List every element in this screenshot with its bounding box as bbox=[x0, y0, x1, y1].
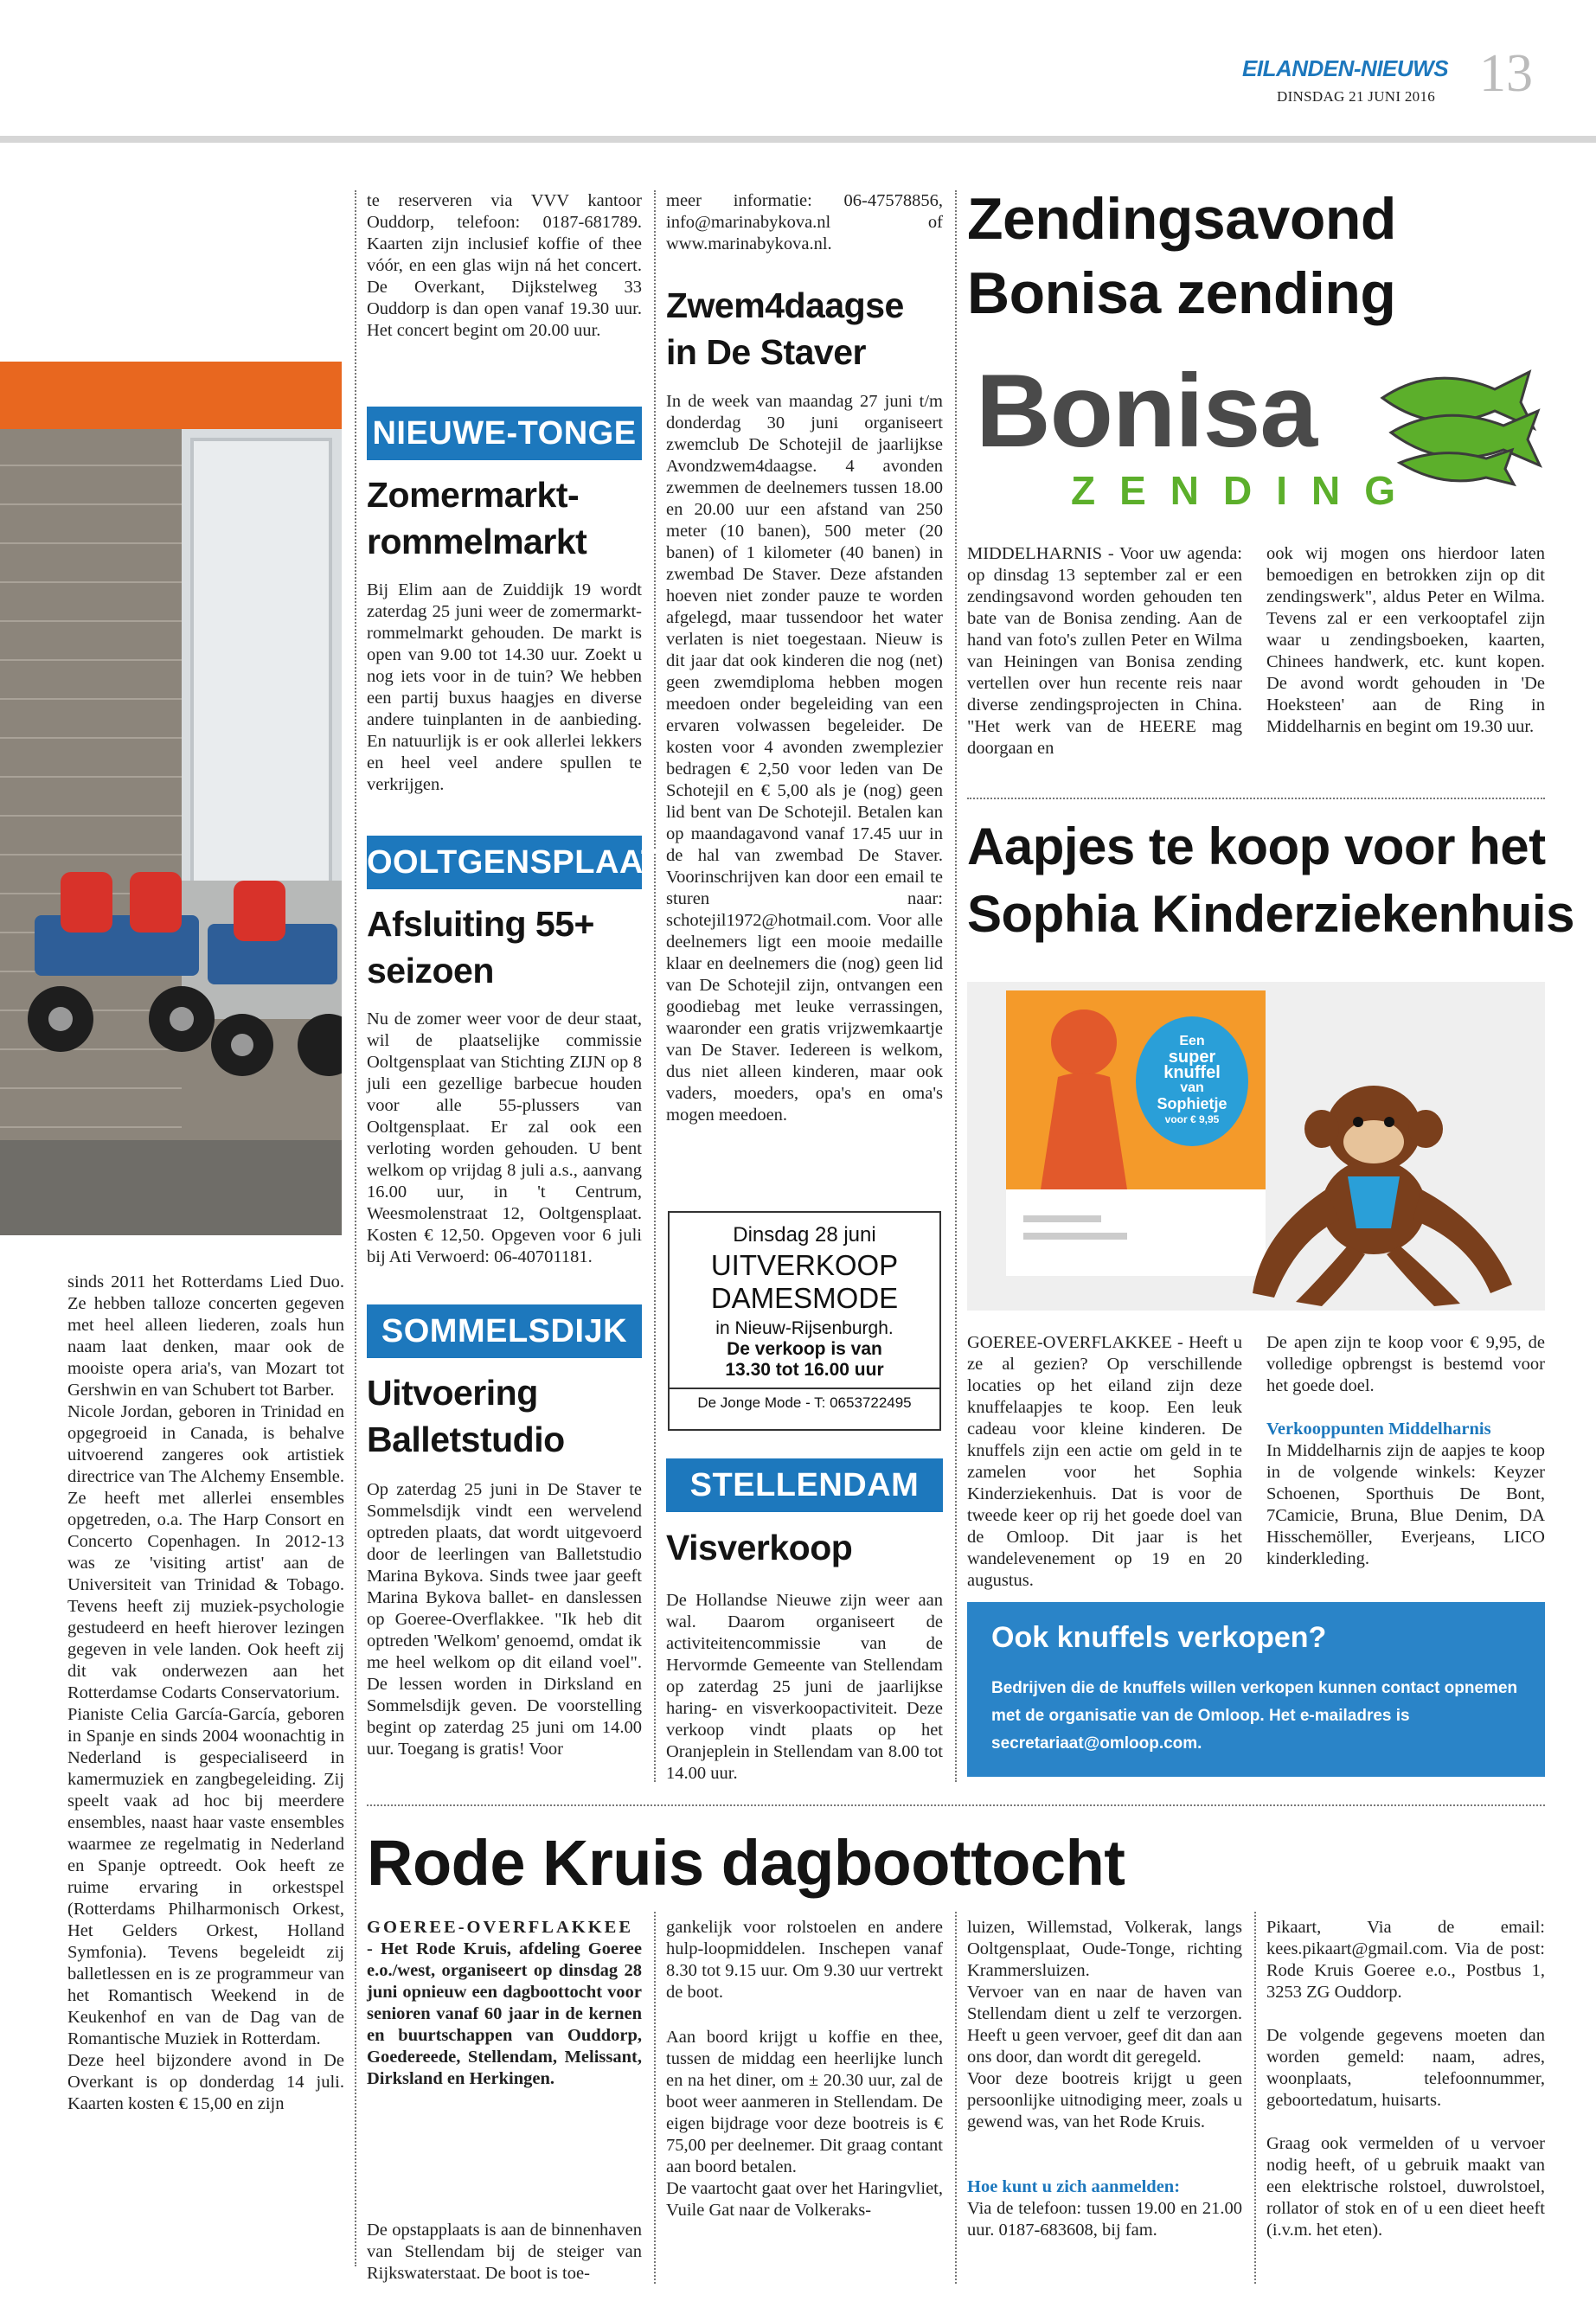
poster-text-6: voor € 9,95 bbox=[1164, 1113, 1220, 1125]
rodekruis-lead-caps: GOEREE-OVERFLAKKEE bbox=[367, 1918, 634, 1937]
banner-ooltgensplaat: OOLTGENSPLAAT bbox=[367, 836, 642, 889]
col3-intro-text: meer informatie: 06-47578856, info@marinabykova.nl of www.marinabykova.nl. bbox=[666, 191, 943, 253]
zending-text-right: ook wij mogen ons hierdoor laten bemoedigen en betrokken zijn op dit zendingswerk", aldus Peter en Wilma. Tevens zal er een verkooptafel zijn waar u zendingsboeken, kaarten, Chinees handwerk, etc. kunt kopen. De avond wordt gehouden in 'De Hoeksteen' aan de Ring in Middelharnis en begint om 19.30 uur. bbox=[1266, 544, 1545, 736]
rodekruis-lead bbox=[367, 1917, 642, 2090]
banner-stellendam: STELLENDAM bbox=[666, 1458, 943, 1512]
masthead-brand: EILANDEN-NIEUWS bbox=[1242, 55, 1449, 81]
rodekruis-col3-text-1: luizen, Willemstad, Volkerak, langs Ooltgensplaat, Oude-Tonge, richting Krammersluizen. Vervoer van en naar de haven van Stellendam dient u zelf te verzorgen. Heeft u geen vervoer, geef dit dan aan ons door, dan wordt dit geregeld. Voor deze bootreis krijgt u geen persoonlijke uitnodiging meer, zoals u gewend was, van het Rode Kruis. bbox=[967, 1918, 1242, 2131]
bonisa-logo bbox=[967, 355, 1555, 519]
headline-balletstudio: Uitvoering Balletstudio bbox=[367, 1373, 565, 1459]
page-number: 13 bbox=[1479, 44, 1533, 103]
poster-text-2: super bbox=[1168, 1048, 1216, 1067]
aanmelden-subhead: Hoe kunt u zich aanmelden: bbox=[967, 2177, 1181, 2196]
bonisa-logo-sub: ZENDING bbox=[1071, 468, 1420, 513]
zending-text-left: MIDDELHARNIS - Voor uw agenda: op dinsdag 13 september zal er een zendingsavond worden gehouden ten bate van de Bonisa zending. Aan de hand van foto's zullen Peter en Wilma van Heiningen van Bonisa zending vertellen over hun recente reis naar diverse zendingsprojecten in China. "Het werk van de HEERE mag doorgaan en bbox=[967, 544, 1242, 758]
rodekruis-col2-text-2: Aan boord krijgt u koffie en thee, tussen de middag een heerlijke lunch en na het diner, om ± 20.30 uur, zal de boot weer aanmeren in Stellendam. De eigen bijdrage voor deze bootreis is € 75,00 per deelnemer. Dit graag contant aan boord betalen. De vaartocht gaat over het Haringvliet, Vuile Gat naar de Volkeraks- bbox=[666, 2028, 943, 2220]
verkooppunten-subhead: Verkooppunten Middelharnis bbox=[1266, 1420, 1491, 1439]
fish-icon bbox=[1374, 363, 1547, 493]
column-rule-3 bbox=[955, 190, 957, 1782]
ad-hours-1: De verkoop is van bbox=[727, 1339, 882, 1359]
rule-above-aapjes bbox=[967, 798, 1545, 799]
issue-date: DINSDAG 21 JUNI 2016 bbox=[1277, 88, 1436, 105]
bonisa-logo-word: Bonisa bbox=[976, 353, 1317, 469]
column-rule-2 bbox=[654, 190, 656, 1782]
headline-zwem4daagse: Zwem4daagse in De Staver bbox=[666, 285, 904, 372]
aapjes-text-right-1: De apen zijn te koop voor € 9,95, de volledige opbrengst is bestemd voor het goede doel. bbox=[1266, 1333, 1545, 1395]
afsluiting-text: Nu de zomer weer voor de deur staat, wil de plaatselijke commissie Ooltgensplaat van Stichting ZIJN op 8 juli een gezellige barbecue houden voor alle 55-plussers van Ooltgensplaat. Er zal ook een verloting worden gehouden. U bent welkom op vrijdag 8 juli a.s., aanvang 16.00 uur, in 't Centrum, Weesmolenstraat 12, Ooltgensplaat. Kosten € 12,50. Opgeven voor 6 juli bij Ati Verwoerd: 06-40701181. bbox=[367, 1009, 642, 1266]
zomermarkt-text: Bij Elim aan de Zuiddijk 19 wordt zaterdag 25 juni weer de zomermarkt-rommelmarkt gehouden. De markt is open van 9.00 tot 14.30 uur. Zoekt u nog iets voor in de tuin? We hebben een partij buxus haagjes en diverse andere tuinplanten in de aanbieding. En natuurlijk is er ook allerlei lekkers en heel veel andere spullen te verkrijgen. bbox=[367, 580, 642, 794]
ad-date: Dinsdag 28 juni bbox=[733, 1223, 876, 1247]
gokart-photo-illustration bbox=[0, 362, 342, 1235]
col2-intro-text: te reserveren via VVV kantoor Ouddorp, telefoon: 0187-681789. Kaarten zijn inclusief koffie of thee vóór, en een glas wijn ná het concert. De Overkant, Dijkstelweg 33 Ouddorp is dan open vanaf 19.30 uur. Het concert begint om 20.00 uur. bbox=[367, 191, 642, 340]
rule-above-rodekruis bbox=[367, 1804, 1545, 1806]
headline-rode-kruis: Rode Kruis dagboottocht bbox=[367, 1827, 1125, 1899]
ad-location: in Nieuw-Rijsenburgh. bbox=[715, 1318, 894, 1338]
aapjes-text-right-2: In Middelharnis zijn de aapjes te koop in de volgende winkels: Keyzer Schoenen, Sporthuis De Bont, 7Camicie, Bruna, Blue Denim, DA Hisschemöller, Everjeans, LICO kinderkleding. bbox=[1266, 1441, 1545, 1568]
photo-knuffel bbox=[967, 982, 1545, 1311]
knuffels-info-text: Bedrijven die de knuffels willen verkopen kunnen contact opnemen met de organisatie van de Omloop. Het e-mailadres is secretariaat@omloop.com. bbox=[991, 1679, 1518, 1753]
headline-zendingsavond: Zendingsavond Bonisa zending bbox=[967, 186, 1396, 326]
col1-article-text: sinds 2011 het Rotterdams Lied Duo. Ze hebben talloze concerten gegeven met heel alleen liederen, zoals hun naam laat denken, maar ook de mooiste opera aria's, van Mozart tot Gershwin en van Schubert tot Barber. Nicole Jordan, geboren in Trinidad en opgegroeid in Canada, is behalve uitvoerend zangeres ook artistiek directrice van The Alchemy Ensemble. Ze heeft met allerlei ensembles opgetreden, o.a. The Harp Consort en Concerto Copenhagen. In 2012-13 was ze 'visiting artist' aan de Universiteit van Trinidad & Tobago. Tevens heeft zij muziek-psychologie gestudeerd en heeft hierover lezingen gegeven in vele landen. Ook heeft zij dit vak onderwezen aan het Rotterdamse Codarts Conservatorium. Pianiste Celia García-García, geboren in Spanje en sinds 2004 woonachtig in Nederland is gespecialiseerd in kamermuziek en zangbegeleiding. Zij speelt vaak ad hoc bij meerdere ensembles, naast haar vaste ensembles waarmee ze regelmatig in Nederland en Spanje optreedt. Ook heeft ze ruime ervaring in orkestspel (Rotterdams Philharmonisch Orkest, Het Gelders Orkest, Holland Symfonia). Tevens begeleidt zij balletlessen en is ze programmeur van het Romantisch Weekend in de Keukenhof en van de Dag van de Romantische Muziek in Rotterdam. Deze heel bijzondere avond in De Overkant is op donderdag 14 juli. Kaarten kosten € 15,00 en zijn bbox=[67, 1272, 344, 2113]
column-rule-6 bbox=[1254, 1912, 1256, 2284]
rodekruis-col1-text: De opstapplaats is aan de binnenhaven van Stellendam bij de steiger van Rijkswaterstaat. De boot is toe- bbox=[367, 2221, 642, 2283]
poster-text-4: van bbox=[1180, 1080, 1204, 1095]
ad-hours-2: 13.30 tot 16.00 uur bbox=[725, 1360, 884, 1380]
headline-aapjes-line2: Sophia Kinderziekenhuis bbox=[967, 885, 1574, 943]
knuffels-info-box bbox=[967, 1602, 1545, 1777]
column-rule-1 bbox=[355, 190, 356, 2266]
poster-text-3: knuffel bbox=[1163, 1063, 1221, 1082]
headline-afsluiting: Afsluiting 55+ seizoen bbox=[367, 904, 594, 990]
ad-title-1: UITVERKOOP bbox=[710, 1249, 899, 1281]
column-rule-4 bbox=[654, 1912, 656, 2284]
column-rule-5 bbox=[955, 1912, 957, 2284]
ad-divider bbox=[670, 1388, 939, 1389]
poster-text-5: Sophietje bbox=[1157, 1095, 1227, 1112]
plush-monkey-icon bbox=[1227, 1077, 1538, 1311]
ad-footer: De Jonge Mode - T: 0653722495 bbox=[697, 1394, 912, 1411]
rodekruis-col2-text-1: gankelijk voor rolstoelen en andere hulp-loopmiddelen. Inschepen vanaf 8.30 tot 9.15 uur. Om 9.30 uur vertrekt de boot. bbox=[666, 1918, 943, 2002]
headline-visverkoop: Visverkoop bbox=[666, 1528, 853, 1567]
knuffels-info-title: Ook knuffels verkopen? bbox=[991, 1621, 1327, 1654]
aapjes-text-left: GOEREE-OVERFLAKKEE - Heeft u ze al gezien? Op verschillende locaties op het eiland zijn deze knuffelaapjes te koop. Een leuk cadeau voor kleine kinderen. De knuffels zijn een actie om geld in te zamelen voor het Sophia Kinderziekenhuis. Dat is voor de tweede keer op rij het goede doel van de Omloop. Dit jaar is het wandelevenement op 19 en 20 augustus. bbox=[967, 1333, 1242, 1590]
rodekruis-col4-text-1: Pikaart, Via de email: kees.pikaart@gmail.com. Via de post: Rode Kruis Goeree e.o., Postbus 1, 3253 ZG Ouddorp. bbox=[1266, 1918, 1545, 2002]
banner-sommelsdijk: SOMMELSDIJK bbox=[367, 1304, 642, 1358]
headline-zomermarkt: Zomermarkt-rommelmarkt bbox=[367, 475, 587, 561]
rodekruis-lead-text: - Het Rode Kruis, afdeling Goeree e.o./west, organiseert op dinsdag 28 juni opnieuw een dagboottocht voor senioren vanaf 60 jaar in de kernen en buurtschappen van Ouddorp, Goedereede, Stellendam, Melissant, Dirksland en Herkingen. bbox=[367, 1939, 642, 2088]
rodekruis-col3-text-2: Via de telefoon: tussen 19.00 en 21.00 uur. 0187-683608, bij fam. bbox=[967, 2199, 1242, 2240]
photo-gokarts bbox=[0, 362, 342, 1235]
rodekruis-col4-text-3: Graag ook vermelden of u vervoer nodig heeft, of u gebruik maakt van een elektrische rolstoel, duwrolstoel, rollator of stok en of u een dieet heeft (i.v.m. het eten). bbox=[1266, 2134, 1545, 2240]
headline-aapjes-line1: Aapjes te koop voor het bbox=[967, 817, 1546, 875]
balletstudio-text: Op zaterdag 25 juni in De Staver te Sommelsdijk vindt een wervelend optreden plaats, dat wordt uitgevoerd door de leerlingen van Balletstudio Marina Bykova. Sinds twee jaar geeft Marina Bykova ballet- en danslessen op Goeree-Overflakkee. "Ik heb dit optreden 'Welkom' genoemd, omdat ik me heel welkom op dit eiland voel". De lessen worden in Dirksland en Sommelsdijk geven. De voorstelling begint op zaterdag 25 juni om 14.00 uur. Toegang is gratis! Voor bbox=[367, 1480, 642, 1759]
banner-nieuwe-tonge: NIEUWE-TONGE bbox=[367, 407, 642, 460]
ad-title-2: DAMESMODE bbox=[710, 1282, 899, 1314]
header-rule bbox=[0, 136, 1596, 143]
rodekruis-col4-text-2: De volgende gegevens moeten dan worden gemeld: naam, adres, woonplaats, telefoonnummer, geboortedatum, huisarts. bbox=[1266, 2026, 1545, 2110]
visverkoop-text: De Hollandse Nieuwe zijn weer aan wal. Daarom organiseert de activiteitencommissie van de Hervormde Gemeente van Stellendam op zaterdag 25 juni de jaarlijkse haring- en visverkoopactiviteit. Deze verkoop vindt plaats op het Oranjeplein in Stellendam van 8.00 tot 14.00 uur. bbox=[666, 1591, 943, 1783]
zwem4daagse-text: In de week van maandag 27 juni t/m donderdag 30 juni organiseert zwemclub De Schotejil de jaarlijkse Avondzwem4daagse. 4 avonden zwemmen de deelnemers tussen 18.00 en 20.00 uur een afstand van 250 meter (10 banen), 500 meter (20 banen) of 1 kilometer (40 banen) in zwembad De Staver. Deze afstanden hoeven niet zonder pauze te worden afgelegd, maar tussendoor het water verlaten is niet toegestaan. Nieuw is dit jaar dat ook kinderen die nog (net) geen zwemdiploma hebben mogen meedoen onder begeleiding van een ervaren volwassen begeleider. De kosten voor 4 avonden zwemplezier bedragen € 2,50 voor leden van De Schotejil en € 5,00 als je (nog) geen lid bent van De Schotejil. Betalen kan op maandagavond vanaf 17.45 uur in de hal van zwembad De Staver. Voorinschrijven kan door een email te sturen naar: schotejil1972@hotmail.com. Voor alle deelnemers ligt een mooie medaille klaar en deelnemers die (nog) geen lid van De Schotejil zijn, ontvangen een goodiebag met leuke verrassingen, waaronder een gratis vrijzwemkaartje van De Staver. Iedereen is welkom, dus niet alleen kinderen, maar ook vaders, moeders, opa's en oma's mogen meedoen. bbox=[666, 392, 943, 1125]
poster-text-1: Een bbox=[1179, 1034, 1205, 1048]
ad-uitverkoop-damesmode bbox=[668, 1211, 941, 1431]
